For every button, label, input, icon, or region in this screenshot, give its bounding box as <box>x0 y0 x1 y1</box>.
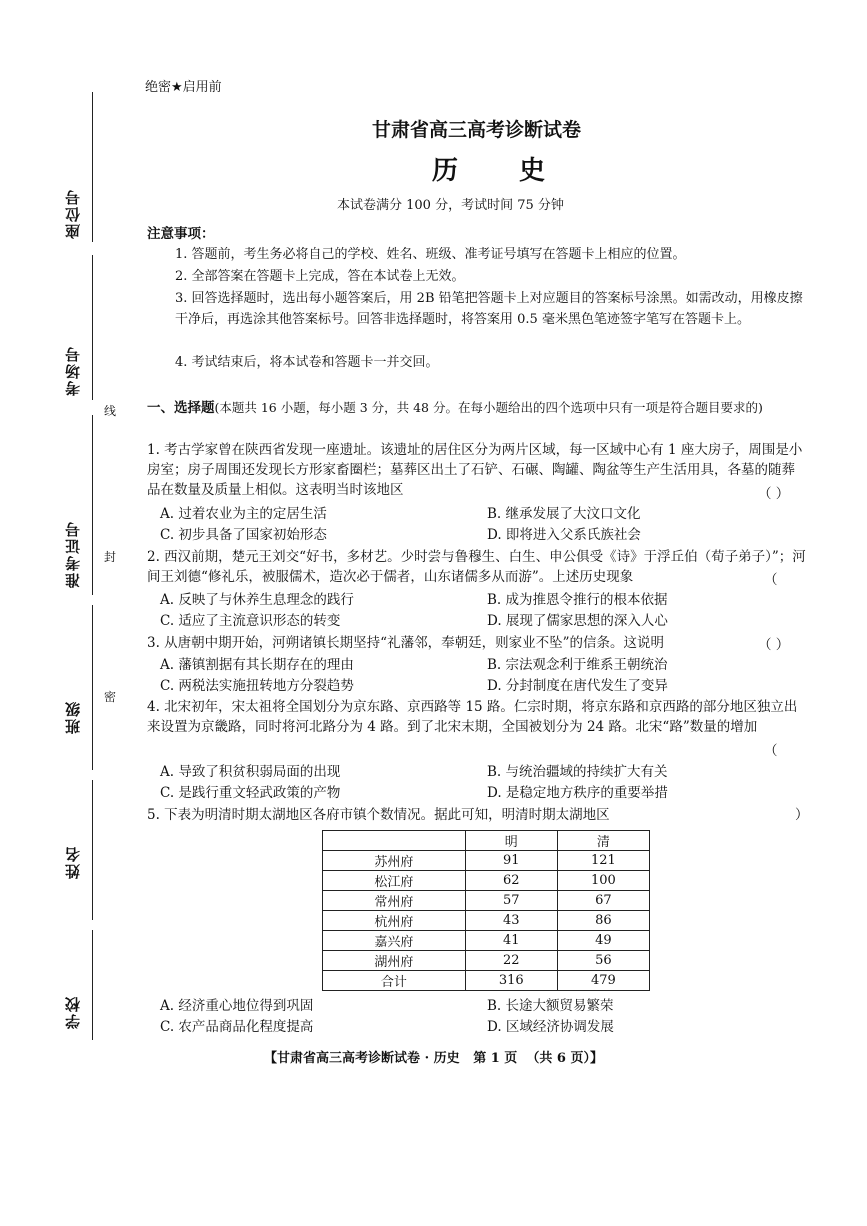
note-item: 1. 答题前，考生务必将自己的学校、姓名、班级、准考证号填写在答题卡上相应的位置。 <box>175 247 686 262</box>
option-a[interactable]: A. 经济重心地位得到巩固 <box>160 998 314 1014</box>
notes-heading: 注意事项： <box>147 226 215 242</box>
table-cell: 杭州府 <box>323 911 466 931</box>
secret-mark: 绝密★启用前 <box>145 80 222 95</box>
table-total-row <box>323 971 650 991</box>
exam-id-label: 准考证号 <box>64 520 82 588</box>
exam-id-line[interactable] <box>92 415 93 595</box>
option-d[interactable]: D. 是稳定地方秩序的重要举措 <box>487 785 668 801</box>
option-c[interactable]: C. 两税法实施扭转地方分裂趋势 <box>160 678 354 694</box>
section-header <box>147 398 807 418</box>
option-c[interactable]: C. 农产品商品化程度提高 <box>160 1019 314 1035</box>
question-stem: 3. 从唐朝中期开始，河朔诸镇长期坚持“礼藩邻，奉朝廷，则家业不坠”的信条。这说明 <box>147 635 664 651</box>
note-item: 4. 考试结束后，将本试卷和答题卡一并交回。 <box>175 355 439 370</box>
room-label: 考场号 <box>64 345 82 396</box>
option-b[interactable]: B. 宗法观念利于维系王朝统治 <box>487 657 668 673</box>
class-line[interactable] <box>92 605 93 770</box>
school-line[interactable] <box>92 930 93 1040</box>
room-line[interactable] <box>92 255 93 400</box>
option-b[interactable]: B. 成为推恩令推行的根本依据 <box>487 592 668 608</box>
table-cell: 121 <box>557 851 649 871</box>
option-d[interactable]: D. 分封制度在唐代发生了变异 <box>487 678 668 694</box>
seat-label: 座位号 <box>64 188 82 239</box>
table-cell: 43 <box>465 911 557 931</box>
table-header-row <box>323 831 650 851</box>
table-cell: 67 <box>557 891 649 911</box>
table-cell: 嘉兴府 <box>323 931 466 951</box>
page-footer: 【甘肃省高三高考诊断试卷 · 历史 第 1 页 （共 6 页）】 <box>264 1051 603 1066</box>
table-header-cell <box>323 831 466 851</box>
option-a[interactable]: A. 反映了与休养生息理念的践行 <box>160 592 354 608</box>
table-cell: 22 <box>465 951 557 971</box>
question-stem: 1. 考古学家曾在陕西省发现一座遗址。该遗址的居住区分为两片区域，每一区域中心有 1 座大房子，周围是小房室；房子周围还发现长方形家畜圈栏；墓葬区出土了石铲、石碾、陶罐、陶盆等生产生活用具，各墓的随葬品在数量及质量上相似。这表明当时该地区 <box>147 442 803 498</box>
option-a[interactable]: A. 藩镇割据有其长期存在的理由 <box>160 657 354 673</box>
cut-mark-secret: 密 <box>104 690 117 704</box>
section-title: 一、选择题 <box>147 400 215 416</box>
option-d[interactable]: D. 展现了儒家思想的深入人心 <box>487 613 668 629</box>
table-cell: 57 <box>465 891 557 911</box>
subject-title: 历 史 <box>432 156 572 186</box>
cut-mark-seal: 封 <box>104 550 117 564</box>
table-cell: 86 <box>557 911 649 931</box>
option-d[interactable]: D. 即将进入父系氏族社会 <box>487 527 641 543</box>
answer-paren: （ <box>764 743 778 759</box>
question-stem: 5. 下表为明清时期太湖地区各府市镇个数情况。据此可知，明清时期太湖地区 <box>147 807 610 823</box>
class-label: 班级 <box>64 700 82 734</box>
seat-line[interactable] <box>92 92 93 242</box>
question-stem: 2. 西汉前期，楚元王刘交“好书，多材艺。少时尝与鲁穆生、白生、申公俱受《诗》于浮丘伯（荀子弟子）”；河间王刘德“修礼乐，被服儒术，造次必于儒者，山东诸儒多从而游”。上述历史现象 <box>147 549 806 585</box>
table-cell: 316 <box>465 971 557 991</box>
name-label: 姓名 <box>64 845 82 879</box>
table-cell: 常州府 <box>323 891 466 911</box>
table-cell: 62 <box>465 871 557 891</box>
option-c[interactable]: C. 适应了主流意识形态的转变 <box>160 613 341 629</box>
answer-paren: ） <box>795 807 809 823</box>
table-row <box>323 931 650 951</box>
note-item: 2. 全部答案在答题卡上完成，答在本试卷上无效。 <box>175 269 465 284</box>
option-b[interactable]: B. 长途大额贸易繁荣 <box>487 998 614 1014</box>
data-table <box>322 830 650 991</box>
table-cell: 湖州府 <box>323 951 466 971</box>
table-cell: 苏州府 <box>323 851 466 871</box>
table-cell: 100 <box>557 871 649 891</box>
table-header-cell: 清 <box>557 831 649 851</box>
school-label: 学校 <box>64 995 82 1029</box>
table-row <box>323 911 650 931</box>
table-cell: 479 <box>557 971 649 991</box>
note-item: 3. 回答选择题时，选出每小题答案后，用 2B 铅笔把答题卡上对应题目的答案标号涂黑。如需改动，用橡皮擦干净后，再选涂其他答案标号。回答非选择题时，将答案用 0.5 毫米黑色笔迹签字笔写在答题卡上。 <box>175 291 803 327</box>
table-cell: 松江府 <box>323 871 466 891</box>
section-description: (本题共 16 小题，每小题 3 分，共 48 分。在每小题给出的四个选项中只有一项是符合题目要求的) <box>214 400 763 415</box>
option-c[interactable]: C. 是践行重文轻武政策的产物 <box>160 785 341 801</box>
question-stem: 4. 北宋初年，宋太祖将全国划分为京东路、京西路等 15 路。仁宗时期，将京东路和京西路的部分地区独立出来设置为京畿路，同时将河北路分为 4 路。到了北宋末期，全国被划分为 24 路。北宋“路”数量的增加 <box>147 699 798 735</box>
answer-paren: （ ） <box>758 486 790 502</box>
cut-mark-line: 线 <box>104 404 117 418</box>
table-cell: 56 <box>557 951 649 971</box>
table-cell: 91 <box>465 851 557 871</box>
table-row <box>323 871 650 891</box>
table-header-cell: 明 <box>465 831 557 851</box>
table-row <box>323 951 650 971</box>
option-a[interactable]: A. 导致了积贫积弱局面的出现 <box>160 764 341 780</box>
option-c[interactable]: C. 初步具备了国家初始形态 <box>160 527 327 543</box>
option-b[interactable]: B. 与统治疆域的持续扩大有关 <box>487 764 668 780</box>
option-a[interactable]: A. 过着农业为主的定居生活 <box>160 506 327 522</box>
table-row <box>323 891 650 911</box>
name-line[interactable] <box>92 780 93 920</box>
table-cell: 合计 <box>323 971 466 991</box>
answer-paren: （ ） <box>758 637 790 653</box>
answer-paren: （ <box>764 572 778 588</box>
option-b[interactable]: B. 继承发展了大汶口文化 <box>487 506 641 522</box>
exam-info: 本试卷满分 100 分，考试时间 75 分钟 <box>337 198 564 213</box>
option-d[interactable]: D. 区域经济协调发展 <box>487 1019 614 1035</box>
exam-title: 甘肃省高三高考诊断试卷 <box>372 119 582 141</box>
table-cell: 49 <box>557 931 649 951</box>
table-cell: 41 <box>465 931 557 951</box>
table-row <box>323 851 650 871</box>
